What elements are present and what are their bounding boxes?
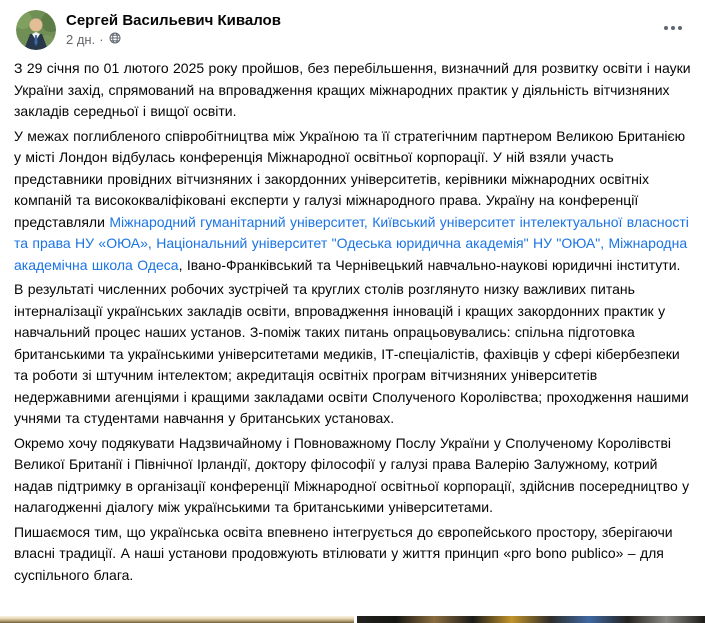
text-segment: , Івано-Франківський та Чернівецький навчально-наукові юридичні інститути.: [178, 256, 681, 273]
header-text: [66, 10, 281, 48]
text-segment: В результаті численних робочих зустрічей та круглих столів розглянуто низку важливих питань інтерналізації українських закладів освіти, впровадження інновацій і кращих закордонних практик у навчальний процес наших установ. З-поміж таких питань опрацьовувались: спільна підготовка британськими та українськими університетами медиків, ІТ-спеціалістів, фахівців у сфері кібербезпеки та роботи зі штучним інтелектом; акредитація освітніх програм вітчизняних університетів недержавними агенціями і кращими закладами освіти Сполученого Королівства; проходження нашими учнями та студентами навчання у британських установах.: [14, 281, 689, 426]
post-text: [0, 56, 705, 586]
entity-link[interactable]: Київський університет інтелектуальної власності та права НУ «ОЮА»,: [14, 213, 689, 251]
ellipsis-icon: [678, 26, 682, 30]
globe-icon: [109, 32, 121, 48]
attached-photos-strip: [0, 616, 705, 623]
post-header: [0, 0, 705, 56]
entity-link[interactable]: Національний університет "Одеська юридична академія" НУ "ОЮА",: [156, 235, 605, 251]
text-segment: Окремо хочу подякувати Надзвичайному і Повноважному Послу України у Сполученому Королівстві Великої Британії і Північної Ірландії, доктору філософії у галузі права Валерію Залужному, котрий надав підтримку в організації конференції Міжнародної освітньої корпорації, здійснив посередництво у налагодженні діалогу між українськими та британськими університетами.: [14, 434, 690, 515]
entity-link[interactable]: Міжнародний гуманітарний університет,: [109, 213, 368, 230]
meta-separator: ·: [99, 32, 104, 47]
entity-link[interactable]: Міжнародна академічна школа Одеса: [14, 235, 688, 273]
avatar-image: [16, 10, 56, 50]
post-paragraph: [14, 279, 692, 430]
author-name[interactable]: Сергей Васильевич Кивалов: [66, 12, 281, 29]
photo-thumbnail-right[interactable]: [357, 616, 705, 623]
ellipsis-icon: [671, 26, 675, 30]
more-options-button[interactable]: [659, 18, 687, 38]
text-segment: З 29 січня по 01 лютого 2025 року пройшов, без перебільшення, визначний для розвитку освіти і науки України захід, спрямований на впровадження кращих міжнародних практик у діяльність вітчизняних закладів середньої і вищої освіти.: [14, 60, 691, 119]
timestamp[interactable]: 2 дн.: [66, 32, 96, 47]
text-segment: У межах поглибленого співробітництва між Україною та її стратегічним партнером Великою Британією у місті Лондон відбулась конференція Міжнародної освітньої корпорації. У ній взяли участь представники провідних вітчизняних і закордонних університетів, керівники міжнародних освітніх компаній та висококваліфіковані експерти у галузі міжнародного права. Україну на конференції представляли: [14, 127, 686, 230]
post-paragraph: [14, 58, 692, 123]
ellipsis-icon: [664, 26, 668, 30]
text-segment: Пишаємося тим, що українська освіта впевнено інтегрується до європейського простору, зберігаючи власні традиції. А наші установи продовжують втілювати у життя принцип «pro bono publico» – для суспільного блага.: [14, 523, 673, 583]
post-paragraph: [14, 522, 692, 587]
post-paragraph: [14, 433, 692, 519]
avatar[interactable]: [16, 10, 56, 50]
photo-thumbnail-left[interactable]: [0, 616, 354, 623]
post-meta: [66, 32, 281, 48]
post-paragraph: [14, 126, 692, 277]
